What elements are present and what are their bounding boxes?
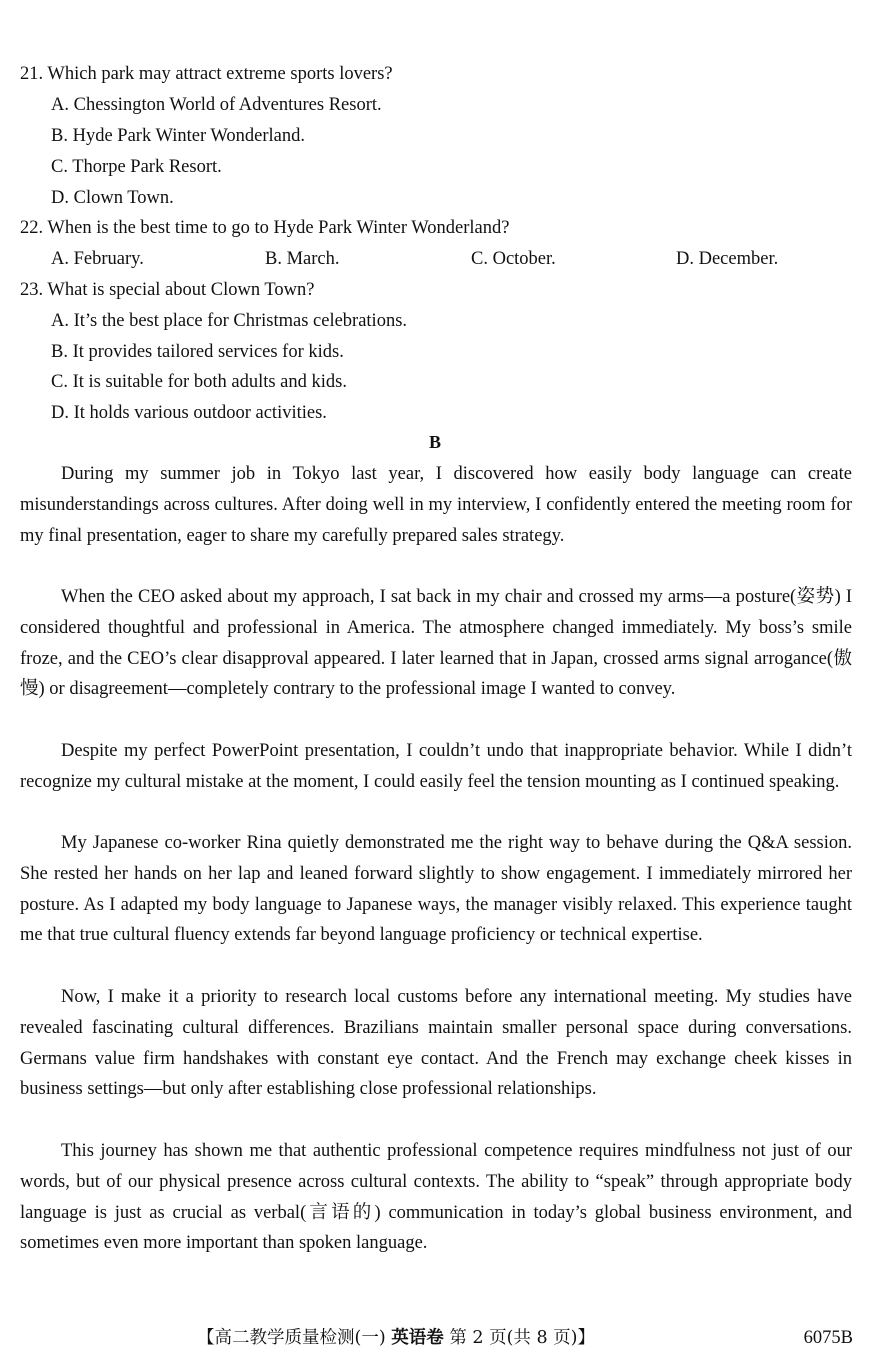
passage-paragraph-1: During my summer job in Tokyo last year, I discovered how easily body language can create misunderstandings across cultures. After doing well in my interview, I confidently entered the meeting room for my final presentation, eager to share my carefully prepared sales strategy.	[20, 464, 852, 546]
footer-prefix: 【高二教学质量检测(一)	[197, 1328, 386, 1348]
question-21-option-a: A. Chessington World of Adventures Resort.	[51, 95, 382, 115]
question-23-option-d: D. It holds various outdoor activities.	[51, 403, 327, 423]
question-23-stem: 23. What is special about Clown Town?	[20, 280, 315, 300]
question-22-option-c: C. October.	[471, 249, 556, 269]
footer-subject: 英语卷	[391, 1328, 444, 1348]
question-22-stem: 22. When is the best time to go to Hyde Park Winter Wonderland?	[20, 218, 510, 238]
passage-paragraph-3: Despite my perfect PowerPoint presentation, I couldn’t undo that inappropriate behavior. While I didn’t recognize my cultural mistake at the moment, I could easily feel the tension mounting as I continued speaking.	[20, 741, 852, 792]
footer-exam-code: 6075B	[803, 1328, 853, 1348]
passage-paragraph-5: Now, I make it a priority to research local customs before any international meeting. My studies have revealed fascinating cultural differences. Brazilians maintain smaller personal space during conversations. Germans value firm handshakes with constant eye contact. And the French may exchange cheek kisses in business settings—but only after establishing close professional relationships.	[20, 987, 852, 1100]
question-23-option-c: C. It is suitable for both adults and kids.	[51, 372, 347, 392]
passage-paragraph-4: My Japanese co-worker Rina quietly demonstrated me the right way to behave during the Q&A session. She rested her hands on her lap and leaned forward slightly to show engagement. I immediately mirrored her posture. As I adapted my body language to Japanese ways, the manager visibly relaxed. This experience taught me that true cultural fluency extends far beyond language proficiency or technical expertise.	[20, 833, 852, 946]
passage-paragraph-6: This journey has shown me that authentic professional competence requires mindfulness not just of our words, but of our physical presence across cultural contexts. The ability to “speak” through appropriate body language is just as crucial as verbal(言语的) communication in today’s global business environment, and sometimes even more important than spoken language.	[20, 1141, 852, 1254]
passage-paragraph-2: When the CEO asked about my approach, I sat back in my chair and crossed my arms—a posture(姿势) I considered thoughtful and professional in America. The atmosphere changed immediately. My boss’s smile froze, and the CEO’s clear disapproval appeared. I later learned that in Japan, crossed arms signal arrogance(傲慢) or disagreement—completely contrary to the professional image I wanted to convey.	[20, 587, 852, 700]
section-b-heading: B	[428, 432, 441, 452]
footer-page-info: 第 2 页(共 8 页)】	[449, 1328, 595, 1348]
question-21-stem: 21. Which park may attract extreme sports lovers?	[20, 64, 393, 84]
question-22-option-b: B. March.	[265, 249, 340, 269]
question-22-option-a: A. February.	[51, 249, 144, 269]
question-21-option-c: C. Thorpe Park Resort.	[51, 157, 222, 177]
question-23-option-a: A. It’s the best place for Christmas celebrations.	[51, 311, 408, 331]
question-21-option-b: B. Hyde Park Winter Wonderland.	[51, 126, 305, 146]
question-22-option-d: D. December.	[676, 249, 779, 269]
footer-title	[197, 1326, 595, 1350]
question-23-option-b: B. It provides tailored services for kids.	[51, 342, 344, 362]
question-21-option-d: D. Clown Town.	[51, 188, 174, 208]
